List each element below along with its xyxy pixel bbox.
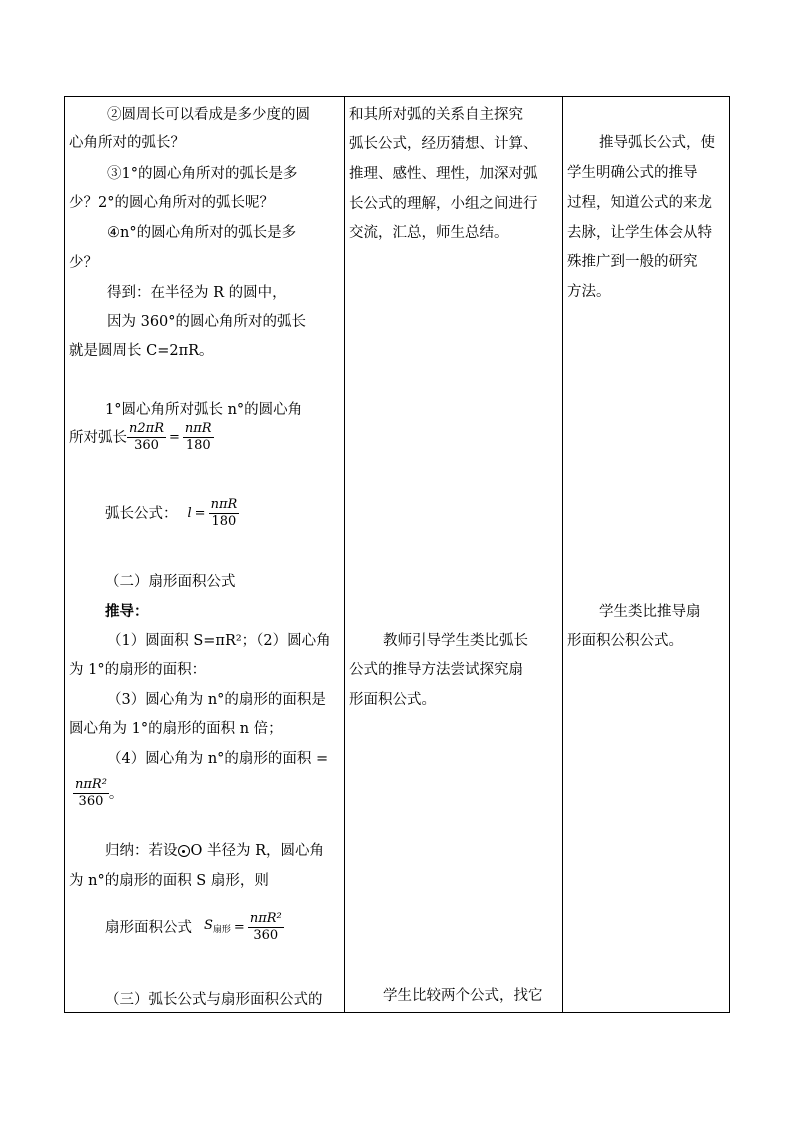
arc-variable-l: l (187, 505, 192, 521)
equals-sign: = (233, 919, 245, 935)
activity-1-line-2: 弧长公式，经历猜想、计算、 (349, 136, 538, 152)
intent-1-line-2: 学生明确公式的推导 (567, 165, 698, 181)
arc-derivation (69, 421, 214, 454)
fraction-numerator: n2πR (129, 421, 164, 436)
section-2-title: （二）扇形面积公式 (105, 574, 236, 590)
fraction-numerator: nπR² (249, 911, 282, 926)
intent-1-line-1: 推导弧长公式，使 (599, 135, 715, 151)
intent-column (563, 97, 729, 1012)
fraction-denominator: 360 (78, 794, 104, 809)
activity-1-line-5: 交流，汇总，师生总结。 (349, 225, 509, 241)
because-line-1: 因为 360°的圆心角所对的弧长 (107, 314, 307, 330)
derive-step-1-line-1: （1）圆面积 S=πR²；（2）圆心角 (107, 633, 331, 649)
intent-1-line-6: 方法。 (567, 284, 611, 300)
fraction-denominator: 180 (185, 438, 211, 453)
question-2-line-1: ②圆周长可以看成是多少度的圆 (107, 107, 310, 123)
fraction-denominator: 180 (211, 514, 237, 529)
fraction-denominator: 360 (134, 438, 159, 453)
question-4-line-1: ④n°的圆心角所对的弧长是多 (107, 225, 297, 241)
question-3-line-1: ③1°的圆心角所对的弧长是多 (107, 166, 298, 182)
activity-2-line-1: 教师引导学生类比弧长 (383, 633, 528, 649)
s-letter: S (204, 917, 213, 933)
arc-formula-label: 弧长公式： (105, 505, 178, 522)
derive-step-1-line-2: 为 1°的扇形的面积： (69, 662, 207, 678)
fraction-npiR2-360 (73, 777, 109, 810)
degree-line-2: 所对弧长 (69, 429, 127, 446)
derive-step-4-line-1: （4）圆心角为 n°的扇形的面积 = (107, 751, 329, 767)
induction-text-b: O 半径为 R，圆心角 (190, 843, 325, 859)
question-3-line-2: 少？2°的圆心角所对的弧长呢？ (69, 195, 274, 211)
intent-1-line-3: 过程，知道公式的来龙 (567, 195, 712, 211)
degree-line-1: 1°圆心角所对弧长 n°的圆心角 (105, 402, 303, 418)
sector-symbol (204, 916, 231, 940)
fraction-numerator: nπR² (75, 777, 107, 792)
activity-1-line-3: 推理、感性、理性，加深对弧 (349, 166, 538, 182)
sector-area-formula (105, 911, 284, 944)
derive-heading: 推导： (105, 603, 149, 620)
fraction-numerator: nπR (184, 421, 212, 436)
fraction-npiR-180 (183, 421, 214, 454)
section-3-title: （三）弧长公式与扇形面积公式的 (105, 992, 323, 1008)
intent-2-line-2: 形面积公积公式。 (567, 633, 683, 649)
derive-step-4-formula (73, 777, 123, 810)
intent-1-line-5: 殊推广到一般的研究 (567, 254, 698, 270)
arc-length-formula (105, 497, 239, 530)
equals-sign: = (194, 505, 206, 521)
activity-1-line-1: 和其所对弧的关系自主探究 (349, 107, 523, 123)
circle-dot-icon (178, 845, 190, 857)
fraction-npiR-180 (209, 497, 240, 530)
question-4-line-2: 少？ (69, 255, 98, 271)
induction-line-1 (105, 841, 324, 861)
induction-text-a: 归纳：若设 (105, 843, 178, 859)
because-line-2: 就是圆周长 C=2πR。 (69, 343, 214, 359)
activity-column (345, 97, 562, 1012)
derive-step-3-line-2: 圆心角为 1°的扇形的面积 n 倍； (69, 721, 283, 737)
fraction-numerator: nπR (210, 497, 238, 512)
fraction-npiR2-360 (248, 911, 284, 944)
lesson-plan-table (64, 96, 730, 1013)
fraction-denominator: 360 (253, 928, 279, 943)
activity-2-line-2: 公式的推导方法尝试探究扇 (349, 662, 523, 678)
activity-1-line-4: 长公式的理解，小组之间进行 (349, 196, 538, 212)
sector-formula-label: 扇形面积公式 (105, 919, 192, 936)
s-subscript: 扇形 (212, 924, 231, 935)
result-line: 得到：在半径为 R 的圆中， (107, 285, 287, 301)
equals-sign: = (168, 429, 180, 445)
period: 。 (108, 785, 124, 802)
content-column (65, 97, 344, 1012)
fraction-n2piR-360 (127, 421, 166, 454)
induction-line-2: 为 n°的扇形的面积 S 扇形，则 (69, 873, 269, 889)
question-2-line-2: 心角所对的弧长？ (69, 135, 185, 151)
activity-3-line-1: 学生比较两个公式，找它 (383, 988, 543, 1004)
derive-step-3-line-1: （3）圆心角为 n°的扇形的面积是 (107, 692, 326, 708)
activity-2-line-3: 形面积公式。 (349, 692, 436, 708)
intent-1-line-4: 去脉，让学生体会从特 (567, 225, 712, 241)
intent-2-line-1: 学生类比推导扇 (599, 604, 701, 620)
